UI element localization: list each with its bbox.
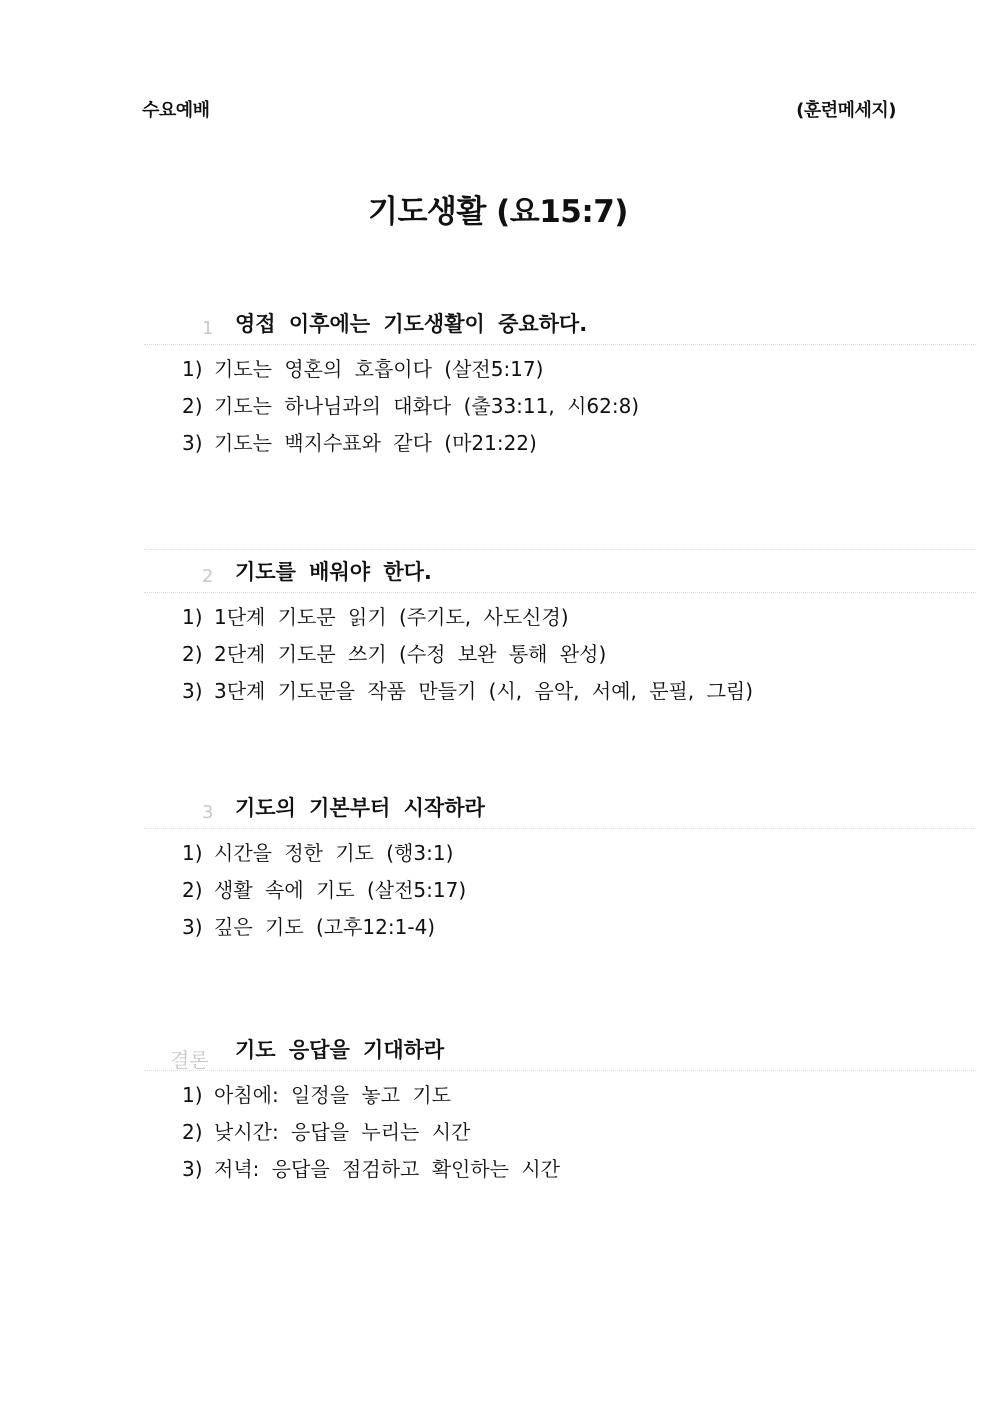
section-heading (144, 308, 976, 342)
section-3 (144, 792, 976, 946)
section-divider (144, 592, 976, 593)
list-item (144, 909, 976, 946)
page-title: 기도생활 (요15:7) (368, 194, 628, 230)
item-number: 3) (182, 679, 203, 703)
list-item (144, 388, 976, 425)
section-number: 결론 (170, 1048, 209, 1072)
item-text: 기도는 영혼의 호흡이다 (살전5:17) (214, 357, 544, 381)
section-conclusion (144, 1034, 976, 1188)
item-text: 기도는 백지수표와 같다 (마21:22) (214, 431, 537, 455)
item-number: 2) (182, 1120, 203, 1144)
section-heading (144, 556, 976, 590)
section-divider (144, 1070, 976, 1071)
item-number: 2) (182, 394, 203, 418)
item-text: 시간을 정한 기도 (행3:1) (214, 841, 454, 865)
section-title: 기도를 배워야 한다. (235, 560, 432, 584)
section-top-divider (144, 549, 976, 550)
list-item (144, 1114, 976, 1151)
section-heading (144, 1034, 976, 1072)
section-number: 1 (202, 318, 214, 339)
item-text: 기도는 하나님과의 대화다 (출33:11, 시62:8) (214, 394, 640, 418)
list-item (144, 599, 976, 636)
item-number: 1) (182, 605, 203, 629)
list-item (144, 835, 976, 872)
section-number: 2 (202, 566, 214, 587)
item-text: 1단계 기도문 읽기 (주기도, 사도신경) (214, 605, 569, 629)
section-divider (144, 828, 976, 829)
item-text: 3단계 기도문을 작품 만들기 (시, 음악, 서예, 문필, 그림) (214, 679, 754, 703)
list-item (144, 636, 976, 673)
section-2 (144, 549, 976, 710)
item-text: 2단계 기도문 쓰기 (수정 보완 통해 완성) (214, 642, 607, 666)
item-number: 3) (182, 1157, 203, 1181)
item-number: 2) (182, 642, 203, 666)
section-number: 3 (202, 802, 214, 823)
section-item-list (144, 835, 976, 946)
section-1 (144, 308, 976, 462)
item-text: 낮시간: 응답을 누리는 시간 (214, 1120, 471, 1144)
item-text: 깊은 기도 (고후12:1-4) (214, 915, 436, 939)
item-text: 아침에: 일정을 놓고 기도 (214, 1083, 452, 1107)
section-divider (144, 344, 976, 345)
message-type: (훈련메세지) (796, 100, 896, 121)
service-name: 수요예배 (142, 100, 210, 121)
list-item (144, 673, 976, 710)
section-title: 영접 이후에는 기도생활이 중요하다. (235, 312, 588, 336)
list-item (144, 1077, 976, 1114)
section-item-list (144, 1077, 976, 1188)
item-number: 1) (182, 357, 203, 381)
item-number: 1) (182, 1083, 203, 1107)
list-item (144, 1151, 976, 1188)
item-number: 3) (182, 915, 203, 939)
item-number: 2) (182, 878, 203, 902)
item-number: 3) (182, 431, 203, 455)
list-item (144, 872, 976, 909)
section-title: 기도의 기본부터 시작하라 (235, 796, 485, 820)
section-title: 기도 응답을 기대하라 (235, 1038, 445, 1062)
item-text: 저녁: 응답을 점검하고 확인하는 시간 (214, 1157, 560, 1181)
section-item-list (144, 599, 976, 710)
list-item (144, 425, 976, 462)
item-text: 생활 속에 기도 (살전5:17) (214, 878, 467, 902)
section-item-list (144, 351, 976, 462)
section-heading (144, 792, 976, 826)
item-number: 1) (182, 841, 203, 865)
list-item (144, 351, 976, 388)
